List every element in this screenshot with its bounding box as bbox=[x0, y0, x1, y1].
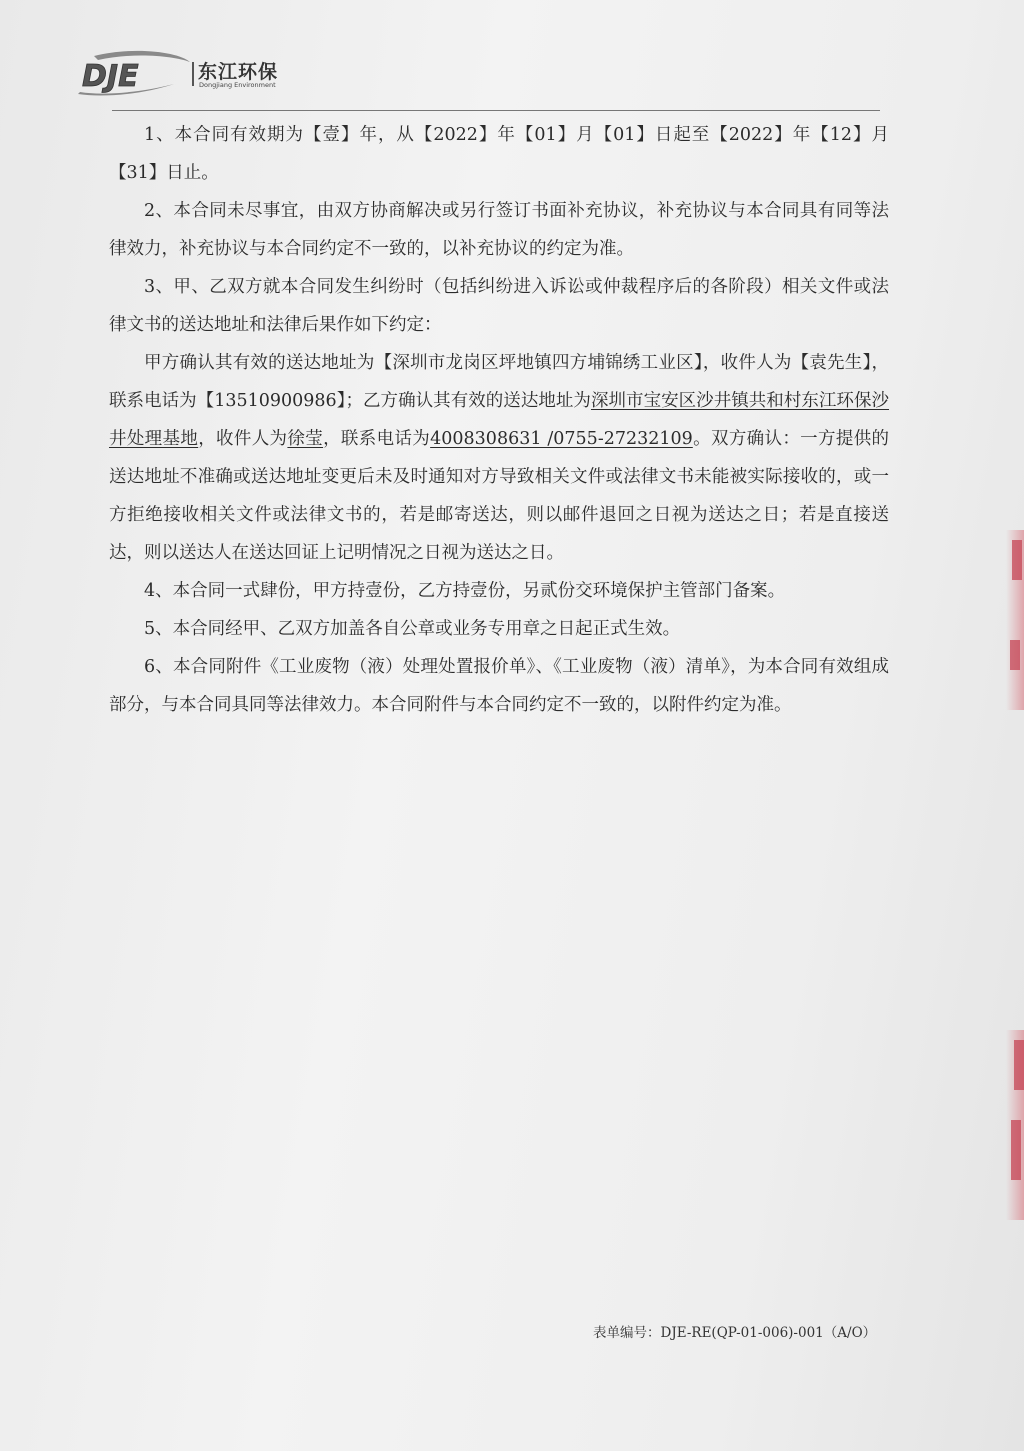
company-logo bbox=[74, 48, 294, 96]
dje-logo-mark bbox=[74, 48, 192, 96]
clause-3-part3: ，联系电话为 bbox=[323, 429, 431, 449]
logo-divider bbox=[192, 62, 194, 86]
form-number: 表单编号：DJE-RE(QP-01-006)-001（A/O） bbox=[593, 1325, 877, 1341]
party-b-recipient: 徐莹 bbox=[287, 429, 324, 449]
seal-mark-4 bbox=[1011, 1120, 1021, 1180]
party-b-phone: 4008308631 /0755-27232109 bbox=[430, 429, 693, 449]
seal-mark-1 bbox=[1012, 540, 1022, 580]
logo-letters: DJE bbox=[82, 59, 139, 94]
logo-chinese-name: 东江环保 bbox=[198, 61, 279, 83]
clause-3: 3、甲、乙双方就本合同发生纠纷时（包括纠纷进入诉讼或仲裁程序后的各阶段）相关文件或法律文书的送达地址和法律后果作如下约定： bbox=[109, 277, 889, 335]
clause-3-part2: ，收件人为 bbox=[198, 429, 288, 449]
seal-mark-2 bbox=[1010, 640, 1020, 670]
clause-6: 6、本合同附件《工业废物（液）处理处置报价单》、《工业废物（液）清单》，为本合同有效组成部分，与本合同具同等法律效力。本合同附件与本合同约定不一致的，以附件约定为准。 bbox=[109, 657, 889, 715]
clause-3-part4: 。双方确认：一方提供的送达地址不准确或送达地址变更后未及时通知对方导致相关文件或法律文书未能被实际接收的，或一方拒绝接收相关文件或法律文书的，若是邮寄送达，则以邮件退回之日视为送达之日；若是直接送达，则以送达人在送达回证上记明情况之日视为送达之日。 bbox=[109, 429, 890, 563]
clause-5: 5、本合同经甲、乙双方加盖各自公章或业务专用章之日起正式生效。 bbox=[144, 619, 681, 639]
contract-clauses bbox=[109, 116, 889, 724]
logo-english-name: Dongjiang Environment bbox=[199, 81, 276, 89]
clause-4: 4、本合同一式肆份，甲方持壹份，乙方持壹份，另贰份交环境保护主管部门备案。 bbox=[144, 581, 786, 601]
seal-mark-3 bbox=[1014, 1040, 1024, 1090]
clause-2: 2、本合同未尽事宜，由双方协商解决或另行签订书面补充协议，补充协议与本合同具有同等法律效力，补充协议与本合同约定不一致的，以补充协议的约定为准。 bbox=[109, 201, 889, 259]
clause-3-detail bbox=[109, 344, 889, 572]
party-b-address: 深圳市宝安区沙井镇共和村东江环保沙井处理基地 bbox=[109, 391, 890, 449]
clause-1: 1、本合同有效期为【壹】年，从【2022】年【01】月【01】日起至【2022】年【12】月【31】日止。 bbox=[109, 125, 889, 183]
header-divider bbox=[112, 110, 880, 111]
clause-3-part1: 甲方确认其有效的送达地址为【深圳市龙岗区坪地镇四方埔锦绣工业区】，收件人为【袁先生】，联系电话为【13510900986】；乙方确认其有效的送达地址为 bbox=[109, 353, 889, 411]
